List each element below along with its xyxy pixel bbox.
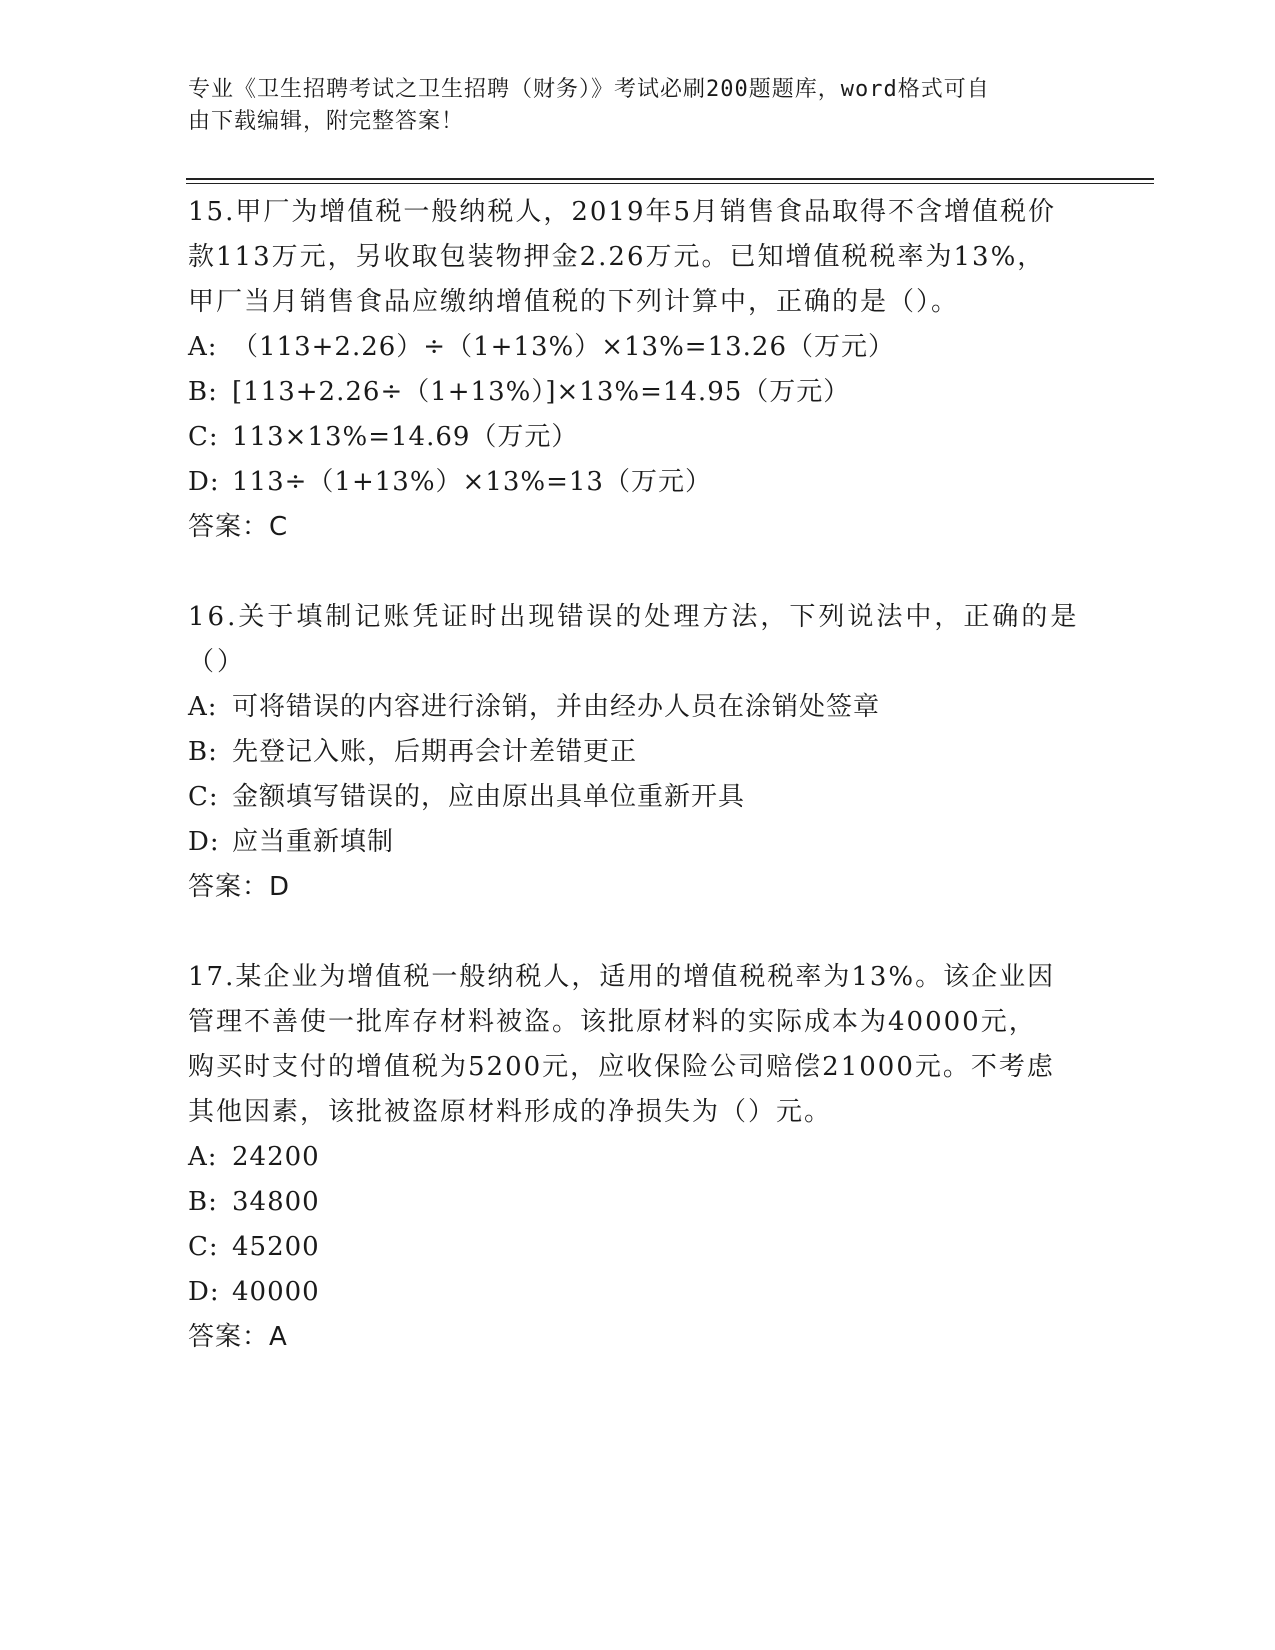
option-c bbox=[188, 1225, 1088, 1270]
question-15 bbox=[188, 190, 1088, 550]
stem-line: 购买时支付的增值税为5200元，应收保险公司赔偿21000元。不考虑 bbox=[188, 1052, 1055, 1082]
answer-line: 答案：D bbox=[188, 872, 291, 902]
option-text: 45200 bbox=[232, 1232, 320, 1262]
question-stem bbox=[188, 190, 1088, 325]
answer-line: 答案：A bbox=[188, 1322, 288, 1352]
option-text: 24200 bbox=[232, 1142, 320, 1172]
stem-line: 甲厂当月销售食品应缴纳增值税的下列计算中，正确的是（）。 bbox=[188, 287, 960, 317]
stem-line: 17.某企业为增值税一般纳税人，适用的增值税税率为13%。该企业因 bbox=[188, 962, 1056, 992]
option-d bbox=[188, 460, 1088, 505]
stem-line: 其他因素，该批被盗原材料形成的净损失为（）元。 bbox=[188, 1097, 833, 1127]
option-key: B: bbox=[188, 737, 218, 767]
option-a bbox=[188, 1135, 1088, 1180]
option-c bbox=[188, 415, 1088, 460]
document-header bbox=[188, 74, 1068, 138]
option-c bbox=[188, 775, 1088, 820]
option-text: 先登记入账，后期再会计差错更正 bbox=[232, 737, 638, 767]
question-list bbox=[188, 190, 1088, 1360]
header-divider-thick bbox=[186, 178, 1154, 180]
stem-line: （） bbox=[188, 647, 247, 677]
option-text: 可将错误的内容进行涂销，并由经办人员在涂销处签章 bbox=[232, 692, 881, 722]
header-line: 由下载编辑，附完整答案！ bbox=[188, 109, 465, 134]
option-key: C: bbox=[188, 782, 219, 812]
header-divider-thin bbox=[186, 183, 1154, 184]
option-b bbox=[188, 730, 1088, 775]
answer-line: 答案：C bbox=[188, 512, 289, 542]
option-text: 113×13%=14.69（万元） bbox=[232, 422, 579, 452]
option-key: B: bbox=[188, 377, 218, 407]
option-key: A: bbox=[188, 332, 218, 362]
option-key: D: bbox=[188, 467, 220, 497]
option-text: 113÷（1+13%）×13%=13（万元） bbox=[232, 467, 712, 497]
option-key: D: bbox=[188, 1277, 220, 1307]
question-stem bbox=[188, 955, 1088, 1135]
stem-line: 15.甲厂为增值税一般纳税人，2019年5月销售食品取得不含增值税价 bbox=[188, 197, 1057, 227]
option-b bbox=[188, 370, 1088, 415]
question-spacer bbox=[188, 550, 1088, 595]
option-text: 金额填写错误的，应由原出具单位重新开具 bbox=[232, 782, 746, 812]
option-text: （113+2.26）÷（1+13%）×13%=13.26（万元） bbox=[232, 332, 895, 362]
option-a bbox=[188, 325, 1088, 370]
option-key: A: bbox=[188, 1142, 218, 1172]
option-key: A: bbox=[188, 692, 218, 722]
stem-line: 管理不善使一批库存材料被盗。该批原材料的实际成本为40000元， bbox=[188, 1007, 1037, 1037]
option-text: 应当重新填制 bbox=[232, 827, 395, 857]
option-a bbox=[188, 685, 1088, 730]
option-key: D: bbox=[188, 827, 220, 857]
option-text: 34800 bbox=[232, 1187, 320, 1217]
option-key: C: bbox=[188, 422, 219, 452]
option-text: 40000 bbox=[232, 1277, 320, 1307]
question-16 bbox=[188, 595, 1088, 910]
stem-line: 款113万元，另收取包装物押金2.26万元。已知增值税税率为13%， bbox=[188, 242, 1046, 272]
option-b bbox=[188, 1180, 1088, 1225]
question-stem bbox=[188, 595, 1088, 685]
option-key: C: bbox=[188, 1232, 219, 1262]
option-text: [113+2.26÷（1+13%）]×13%=14.95（万元） bbox=[232, 377, 851, 407]
question-17 bbox=[188, 955, 1088, 1360]
header-line: 专业《卫生招聘考试之卫生招聘（财务）》考试必刷200题题库，word格式可自 bbox=[188, 77, 990, 102]
question-spacer bbox=[188, 910, 1088, 955]
option-d bbox=[188, 820, 1088, 865]
option-key: B: bbox=[188, 1187, 218, 1217]
option-d bbox=[188, 1270, 1088, 1315]
stem-line: 16.关于填制记账凭证时出现错误的处理方法，下列说法中，正确的是 bbox=[188, 602, 1080, 632]
